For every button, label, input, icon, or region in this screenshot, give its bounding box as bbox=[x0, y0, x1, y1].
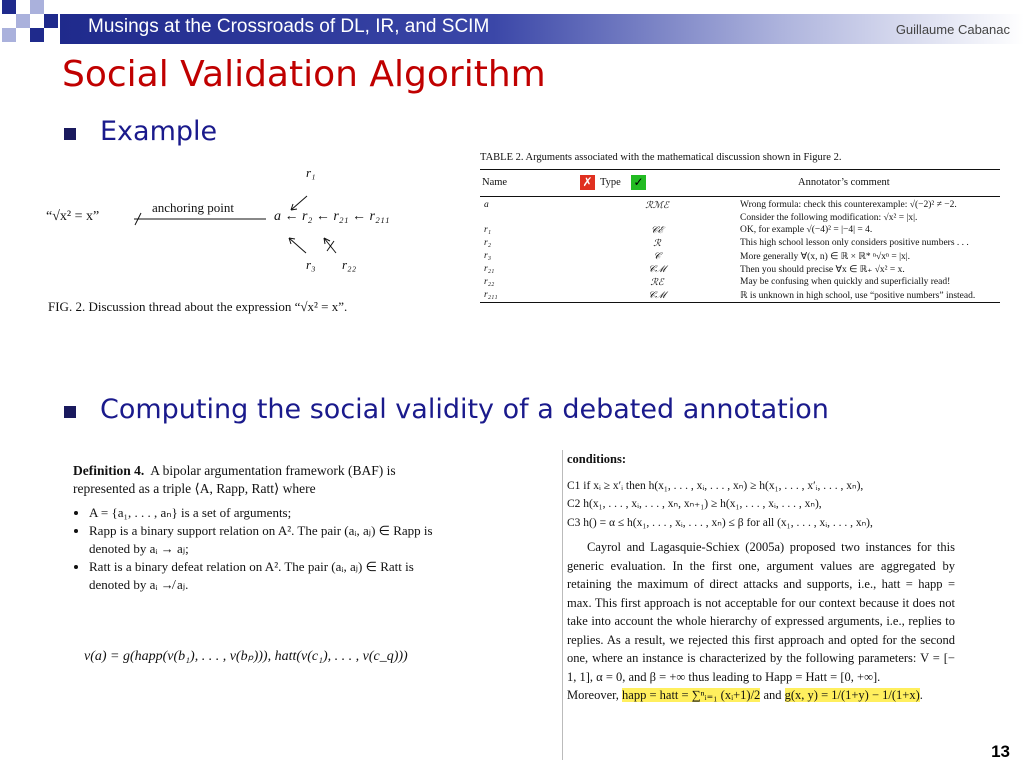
cell-comment: OK, for example √(−4)² = |−4| = 4. bbox=[740, 225, 873, 235]
table-row bbox=[480, 224, 979, 237]
anchor-label: anchoring point bbox=[152, 200, 234, 215]
cell-type: 𝒞ℳ bbox=[648, 265, 666, 275]
cell-name: r₃ bbox=[484, 251, 491, 261]
header-author: Guillaume Cabanac bbox=[895, 22, 1010, 37]
cell-comment: This high school lesson only considers positive numbers . . . bbox=[740, 238, 969, 248]
table-row bbox=[480, 250, 979, 263]
paper-excerpt bbox=[562, 450, 955, 760]
check-mark-icon: ✓ bbox=[631, 175, 646, 190]
header-comment: Annotator’s comment bbox=[798, 177, 890, 188]
conditions-label: conditions: bbox=[567, 452, 627, 466]
cell-name: r₂ bbox=[484, 238, 491, 248]
label-r3: r₃ bbox=[306, 257, 316, 272]
header-type: Type bbox=[600, 177, 621, 188]
cell-comment: May be confusing when quickly and superficially read! bbox=[740, 277, 951, 287]
paragraph: Cayrol and Lagasquie-Schiex (2005a) proposed two instances for this generic evaluation. In the first one, argument values are aggregated by retaining the maximum of direct attacks and supports, i.e., hatt = happ = max. This first approach is not acceptable for our context because it does not take into account the whole hierarchy of expressed arguments, i.e., replies to replies. As a result, we rejected this first approach and opted for the second one, where an instance is characterized by the following parameters: V = [− 1, 1], α = 0, and β = +∞ thus leading to Happ = Hatt = [0, +∞]. bbox=[567, 540, 955, 684]
cell-type: ℛℰ bbox=[650, 278, 664, 288]
cell-comment: More generally ∀(x, n) ∈ ℝ × ℝ* ⁿ√xⁿ = |x|. bbox=[740, 252, 911, 262]
label-r1: r₁ bbox=[306, 165, 316, 180]
bullet-marker bbox=[64, 406, 76, 418]
list-item: • Ratt is a binary defeat relation on A². The pair (aᵢ, aⱼ) ∈ Ratt is denoted by aᵢ ↛ aⱼ. bbox=[89, 558, 458, 594]
thread-diagram bbox=[44, 165, 424, 295]
figure-caption: FIG. 2. Discussion thread about the expression “√x² = x”. bbox=[48, 299, 348, 314]
bullet-computing: Computing the social validity of a debated annotation bbox=[100, 394, 829, 425]
deco-square bbox=[30, 0, 44, 14]
cell-name: r₂₂ bbox=[484, 277, 495, 287]
table-row bbox=[480, 212, 979, 224]
table-caption: TABLE 2. Arguments associated with the mathematical discussion shown in Figure 2. bbox=[480, 152, 842, 163]
table-row bbox=[480, 263, 979, 276]
cell-name: r₂₁ bbox=[484, 264, 495, 274]
deco-square bbox=[30, 28, 44, 42]
deco-square bbox=[2, 0, 16, 14]
cell-comment: Then you should precise ∀x ∈ ℝ₊ √x² = x. bbox=[740, 265, 905, 275]
cross-mark-icon: ✗ bbox=[580, 175, 595, 190]
figure-thread bbox=[44, 165, 424, 325]
cell-type bbox=[578, 212, 736, 224]
list-item: • A = {a₁, . . . , aₙ} is a set of arguments; bbox=[89, 504, 458, 522]
cell-name: a bbox=[484, 200, 489, 210]
moreover-line bbox=[567, 686, 955, 705]
cell-type: 𝒞 bbox=[653, 252, 661, 262]
slide-header bbox=[0, 0, 1024, 46]
expr-left: “√x² = x” bbox=[46, 209, 100, 224]
table-header bbox=[480, 169, 1000, 197]
chain-text: a ← r₂ ← r₂₁ ← r₂₁₁ bbox=[274, 209, 390, 224]
condition-c3: C3 h() = α ≤ h(x₁, . . . , xᵢ, . . . , xₙ) ≤ β for all (x₁, . . . , xᵢ, . . . , xₙ), bbox=[567, 516, 873, 529]
label-r22: r₂₂ bbox=[342, 257, 357, 272]
list-item: • Rapp is a binary support relation on A². The pair (aᵢ, aⱼ) ∈ Rapp is denoted by aᵢ → aⱼ; bbox=[89, 522, 458, 558]
table-row bbox=[480, 199, 979, 212]
highlight-h: happ = hatt = ∑ⁿᵢ₌₁ (xᵢ+1)/2 bbox=[622, 688, 761, 702]
deco-square bbox=[44, 14, 58, 28]
definition-text: A bipolar argumentation framework (BAF) is represented as a triple ⟨A, Rapp, Ratt⟩ where bbox=[73, 463, 396, 496]
page-number: 13 bbox=[991, 742, 1010, 761]
definition-head: Definition 4. bbox=[73, 463, 145, 478]
definition-intro bbox=[73, 462, 458, 498]
header-name: Name bbox=[482, 177, 508, 188]
header-title: Musings at the Crossroads of DL, IR, and SCIM bbox=[88, 16, 490, 37]
deco-square bbox=[16, 14, 30, 28]
cell-type: 𝒞ℰ bbox=[650, 226, 664, 236]
highlight-g: g(x, y) = 1/(1+y) − 1/(1+x) bbox=[784, 688, 920, 702]
definition-list bbox=[73, 504, 458, 594]
definition-box bbox=[73, 462, 458, 594]
cell-type: ℛℳℰ bbox=[645, 201, 669, 211]
table-rows bbox=[480, 199, 979, 302]
cell-name bbox=[480, 212, 578, 224]
table-row bbox=[480, 237, 979, 250]
cell-type: 𝒞ℳ bbox=[648, 291, 666, 301]
end-text: . bbox=[919, 688, 923, 702]
cell-comment: Wrong formula: check this counterexample: √(−2)² ≠ −2. bbox=[740, 200, 957, 210]
cell-type: ℛ bbox=[653, 239, 661, 249]
slide-title: Social Validation Algorithm bbox=[62, 54, 546, 95]
and-text: and bbox=[763, 688, 782, 702]
cell-comment: Consider the following modification: √x² = |x|. bbox=[740, 213, 918, 223]
condition-c1: C1 if xᵢ ≥ x′ᵢ then h(x₁, . . . , xᵢ, . . . , xₙ) ≥ h(x₁, . . . , x′ᵢ, . . . , xₙ), bbox=[567, 479, 864, 492]
table-row bbox=[480, 276, 979, 289]
deco-square bbox=[2, 28, 16, 42]
table-row bbox=[480, 289, 979, 302]
arguments-table bbox=[480, 152, 1000, 303]
cell-name: r₁ bbox=[484, 225, 491, 235]
cell-name: r₂₁₁ bbox=[484, 290, 498, 300]
value-formula: v(a) = g(happ(v(b₁), . . . , v(bₚ))), hatt(v(c₁), . . . , v(c_q))) bbox=[84, 649, 408, 664]
condition-c2: C2 h(x₁, . . . , xᵢ, . . . , xₙ, xₙ₊₁) ≥ h(x₁, . . . , xᵢ, . . . , xₙ), bbox=[567, 498, 822, 510]
bullet-marker bbox=[64, 128, 76, 140]
cell-comment: ℝ is unknown in high school, use “positive numbers” instead. bbox=[740, 291, 976, 301]
table-body bbox=[480, 197, 1000, 303]
bullet-example: Example bbox=[100, 116, 218, 147]
moreover-text: Moreover, bbox=[567, 688, 619, 702]
